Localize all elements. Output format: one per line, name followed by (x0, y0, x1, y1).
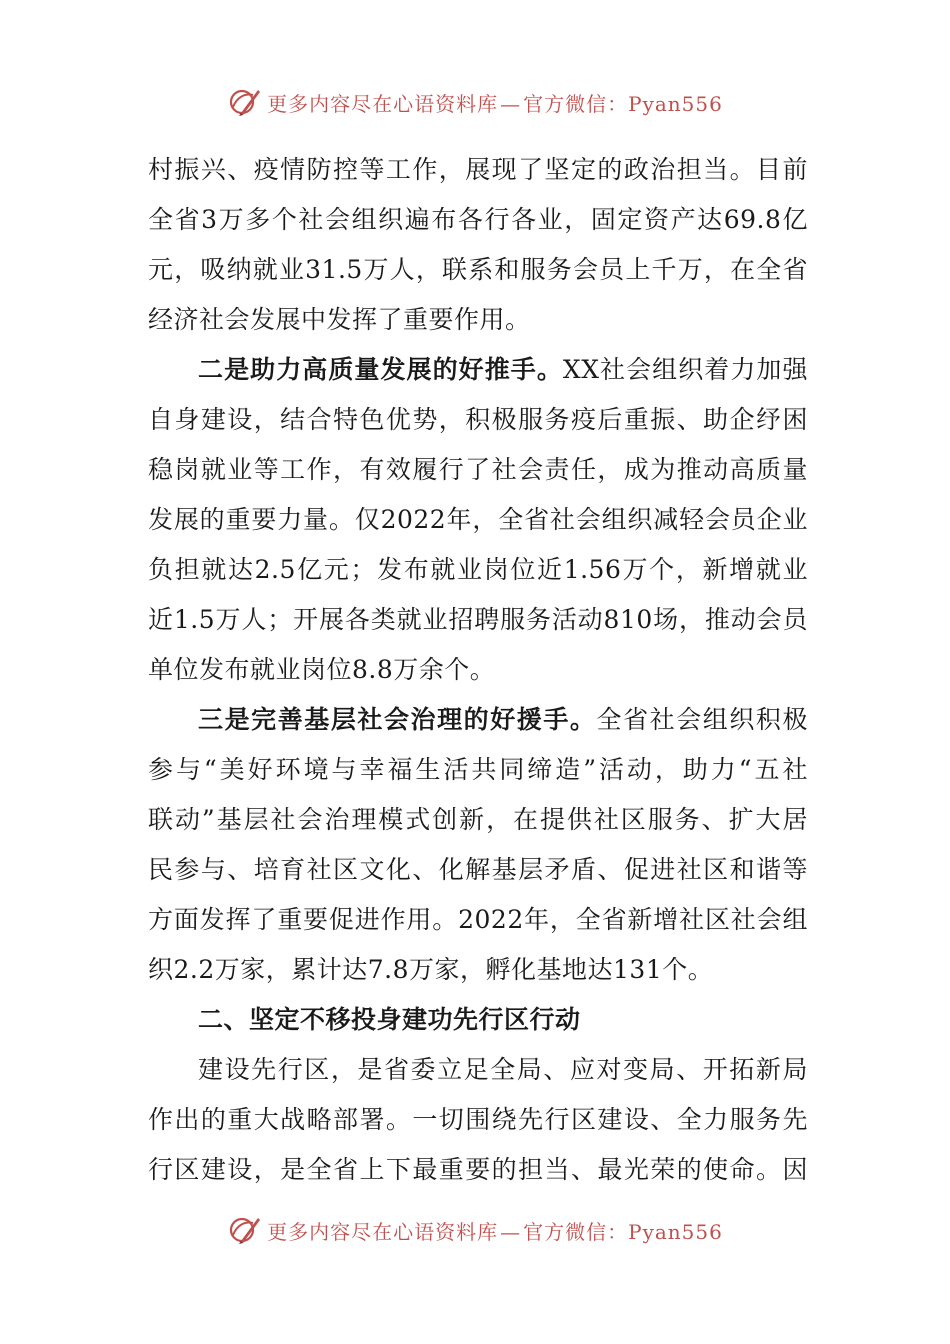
text-line: 参与“美好环境与幸福生活共同缔造”活动，助力“五社 (148, 755, 808, 784)
text-line: 自身建设，结合特色优势，积极服务疫后重振、助企纾困 (148, 405, 808, 434)
paragraph-lead: 二是助力高质量发展的好推手。 (198, 355, 563, 384)
text-line: 织2.2万家，累计达7.8万家，孵化基地达131个。 (148, 955, 714, 984)
text-line: 近1.5万人；开展各类就业招聘服务活动810场，推动会员 (148, 605, 808, 634)
banner-text: 更多内容尽在心语资料库 — 官方微信：Pyan556 (267, 91, 723, 116)
banner-text: 更多内容尽在心语资料库 — 官方微信：Pyan556 (267, 1219, 723, 1244)
text-line: 经济社会发展中发挥了重要作用。 (148, 305, 531, 334)
text-line: 方面发挥了重要促进作用。2022年，全省新增社区社会组 (148, 905, 808, 934)
paragraph-lead: 三是完善基层社会治理的好援手。 (198, 705, 597, 734)
paragraph-1 (148, 145, 808, 345)
text-line: 行区建设，是全省上下最重要的担当、最光荣的使命。因 (148, 1155, 808, 1184)
footer-banner (0, 1208, 950, 1252)
pen-logo-icon (227, 1213, 261, 1247)
text-line: 稳岗就业等工作，有效履行了社会责任，成为推动高质量 (148, 455, 808, 484)
text-line: 单位发布就业岗位8.8万余个。 (148, 655, 496, 684)
text-line: 作出的重大战略部署。一切围绕先行区建设、全力服务先 (148, 1105, 808, 1134)
text-line: 元，吸纳就业31.5万人，联系和服务会员上千万，在全省 (148, 255, 808, 284)
text-line: 二是助力高质量发展的好推手。XX社会组织着力加强 (198, 355, 808, 384)
text-line: 发展的重要力量。仅2022年，全省社会组织减轻会员企业 (148, 505, 808, 534)
text-line: 村振兴、疫情防控等工作，展现了坚定的政治担当。目前 (148, 155, 808, 184)
paragraph-3 (148, 695, 808, 995)
paragraph-2 (148, 345, 808, 695)
document-body (148, 145, 808, 1195)
section-heading: 二、坚定不移投身建功先行区行动 (198, 1005, 581, 1034)
text-line: 负担就达2.5亿元；发布就业岗位近1.56万个，新增就业 (148, 555, 808, 584)
text-line: 民参与、培育社区文化、化解基层矛盾、促进社区和谐等 (148, 855, 808, 884)
paragraph-4 (148, 1045, 808, 1195)
text-line: 三是完善基层社会治理的好援手。全省社会组织积极 (198, 705, 808, 734)
pen-logo-icon (227, 85, 261, 119)
text-line: 建设先行区，是省委立足全局、应对变局、开拓新局 (198, 1055, 808, 1084)
text-line: 联动”基层社会治理模式创新，在提供社区服务、扩大居 (148, 805, 808, 834)
header-banner (0, 80, 950, 124)
text-line: 全省3万多个社会组织遍布各行各业，固定资产达69.8亿 (148, 205, 808, 234)
